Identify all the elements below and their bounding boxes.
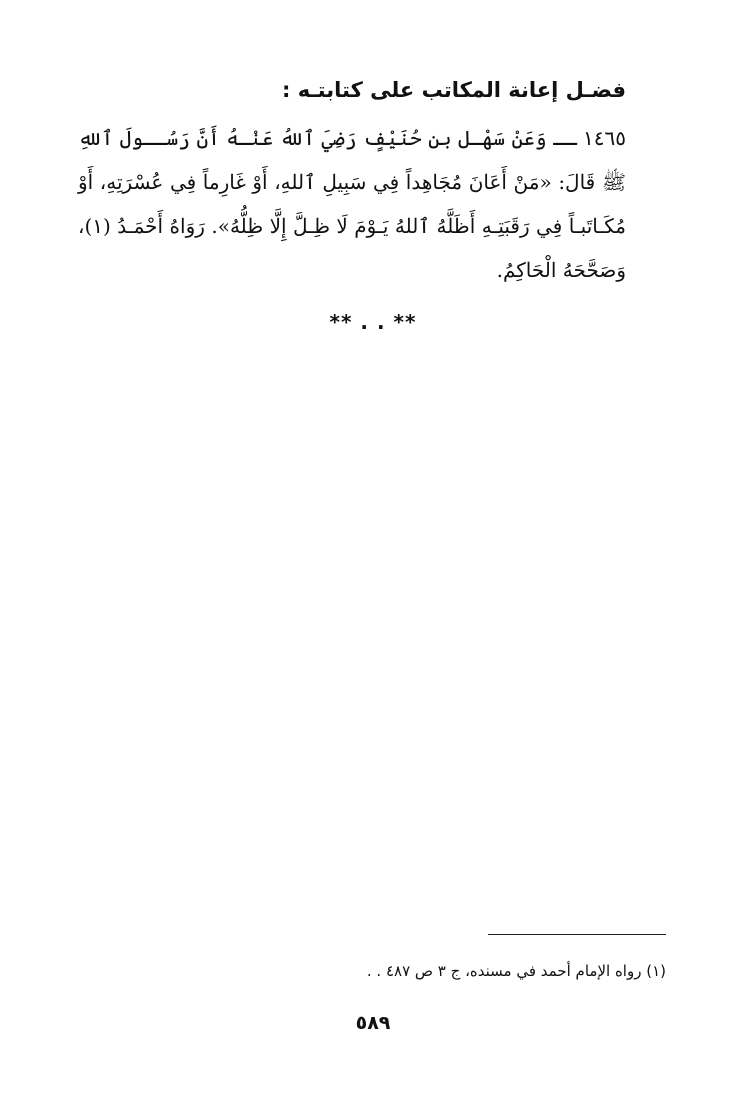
hadith-line-2: ﷺ قَالَ: «مَنْ أَعَانَ مُجَاهِداً فِي سَبِيلِ ٱللهِ، أَوْ غَارِماً فِي عُسْرَتِهِ، أَوْ bbox=[78, 170, 626, 194]
hadith-line-1: ١٤٦٥ ــ وَعَنْ سَهْـل بن حُنَيْفٍ رَضِيَ ٱللهُ عَنْـهُ أَنَّ رَسُــولَ ٱللهِ bbox=[78, 126, 626, 150]
footnote-divider bbox=[488, 934, 666, 935]
hadith-line-3: مُكَـاتَبـاً فِي رَقَبَتِـهِ أَظَلَّهُ ٱللهُ يَـوْمَ لَا ظِـلَّ إِلَّا ظِلُّهُ». رَوَاهُ أَحْمَـدُ (١)، bbox=[78, 214, 626, 238]
hadith-line-4: وَصَحَّحَهُ الْحَاكِمُ. bbox=[496, 258, 626, 282]
section-separator: ** . . ** bbox=[329, 310, 417, 334]
footnote: (١) رواه الإمام أحمد في مسنده، ج ٣ ص ٤٨٧ . . bbox=[366, 962, 666, 980]
section-heading: فضـل إعانة المكاتب على كتابتـه : bbox=[282, 78, 626, 102]
page-number: ٥٨٩ bbox=[355, 1012, 391, 1034]
hadith-text bbox=[78, 116, 626, 292]
